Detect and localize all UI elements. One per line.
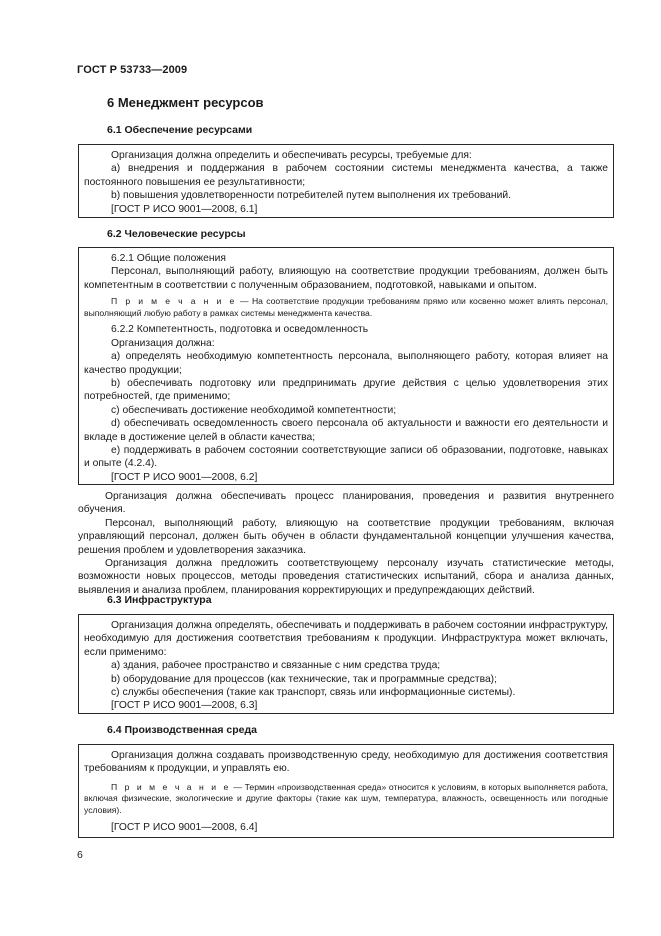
paragraph: Персонал, выполняющий работу, влияющую на соответствие продукции требованиям, включая управляющий персонал, должен быть обучен в области фундаментальной концепции улучшения качества, решения проблем и удовлетворения заказчика. <box>78 517 614 556</box>
quote-box-6-3 <box>78 614 614 714</box>
section-6-2-title: 6.2 Человеческие ресурсы <box>107 228 246 240</box>
note-label: П р и м е ч а н и е <box>111 296 237 307</box>
quote-line: Организация должна определить и обеспечивать ресурсы, требуемые для: <box>111 150 472 161</box>
note-label: П р и м е ч а н и е <box>111 781 231 792</box>
list-item: c) обеспечивать достижение необходимой компетентности; <box>111 404 397 416</box>
subsection-6-2-1-title: 6.2.1 Общие положения <box>111 253 226 264</box>
list-item: e) поддерживать в рабочем состоянии соответствующие записи об образовании, подготовке, навыках и опыте (4.2.4). <box>84 445 608 470</box>
quote-reference: [ГОСТ Р ИСО 9001—2008, 6.4] <box>111 821 258 833</box>
list-item: а) здания, рабочее пространство и связанные с ним средства труда; <box>111 660 441 672</box>
section-6-4-title: 6.4 Производственная среда <box>107 724 257 736</box>
note-text: — На соответствие продукции требованиям прямо или косвенно может влиять персонал, выполняющий любую работу в рамках системы менеджмента качества. <box>84 296 608 318</box>
list-item: c) службы обеспечения (такие как транспорт, связь или информационные системы). <box>111 687 516 699</box>
paragraph: Организация должна предложить соответствующему персоналу изучать статистические методы, возможности новых процессов, методы проведения статистических испытаний, сбора и анализа данных, выявления и анализа проблем, планирования корректирующих и предупреждающих действий. <box>78 558 614 596</box>
document-header: ГОСТ Р 53733—2009 <box>77 64 188 76</box>
quote-reference: [ГОСТ Р ИСО 9001—2008, 6.1] <box>111 203 258 215</box>
quote-line: Организация должна определять, обеспечивать и поддерживать в рабочем состоянии инфраструктуру, необходимую для достижения соответствия требованиям к продукции. Инфраструктура может включать, если применимо: <box>84 620 608 658</box>
note-text: — Термин «производственная среда» относится к условиям, в которых выполняется работа, включая физические, экологические и другие факторы (такие как шум, температура, влажность, освещенность или погодные условия). <box>84 781 608 815</box>
quote-box-6-4 <box>78 744 614 838</box>
note <box>84 782 608 817</box>
quote-line: b) повышения удовлетворенности потребителей путем выполнения их требований. <box>111 190 511 202</box>
quote-line: Организация должна создавать производственную среду, необходимую для достижения соответствия требованиям к продукции, и управлять ею. <box>84 750 608 775</box>
section-6-1-title: 6.1 Обеспечение ресурсами <box>107 124 253 136</box>
quote-reference: [ГОСТ Р ИСО 9001—2008, 6.2] <box>111 471 258 483</box>
note <box>84 296 608 319</box>
quote-box-6-2 <box>78 247 614 485</box>
paragraph: Организация должна обеспечивать процесс планирования, проведения и развития внутреннего обучения. <box>78 491 614 516</box>
quote-line: Персонал, выполняющий работу, влияющую на соответствие продукции требованиям, должен быть компетентным в соответствии с полученным образованием, подготовкой, навыками и опытом. <box>84 266 608 291</box>
quote-line: а) внедрения и поддержания в рабочем состоянии системы менеджмента качества, а также постоянного повышения ее результативности; <box>84 163 608 188</box>
section-6-2-body <box>78 490 614 597</box>
section-6-title: 6 Менеджмент ресурсов <box>107 95 264 110</box>
list-item: а) определять необходимую компетентность персонала, выполняющего работу, которая влияет на качество продукции; <box>84 351 608 376</box>
page-number: 6 <box>77 849 83 861</box>
quote-line: Организация должна: <box>111 337 215 349</box>
list-item: b) оборудование для процессов (как технические, так и программные средства); <box>111 673 497 685</box>
quote-reference: [ГОСТ Р ИСО 9001—2008, 6.3] <box>111 700 258 712</box>
list-item: d) обеспечивать осведомленность своего персонала об актуальности и важности его деятельности и вкладе в достижение целей в области качества; <box>84 418 608 443</box>
subsection-6-2-2-title: 6.2.2 Компетентность, подготовка и осведомленность <box>111 324 369 336</box>
list-item: b) обеспечивать подготовку или предпринимать другие действия с целью удовлетворения этих потребностей, где применимо; <box>84 378 608 403</box>
section-6-3-title: 6.3 Инфраструктура <box>107 594 212 606</box>
quote-box-6-1 <box>78 144 614 218</box>
